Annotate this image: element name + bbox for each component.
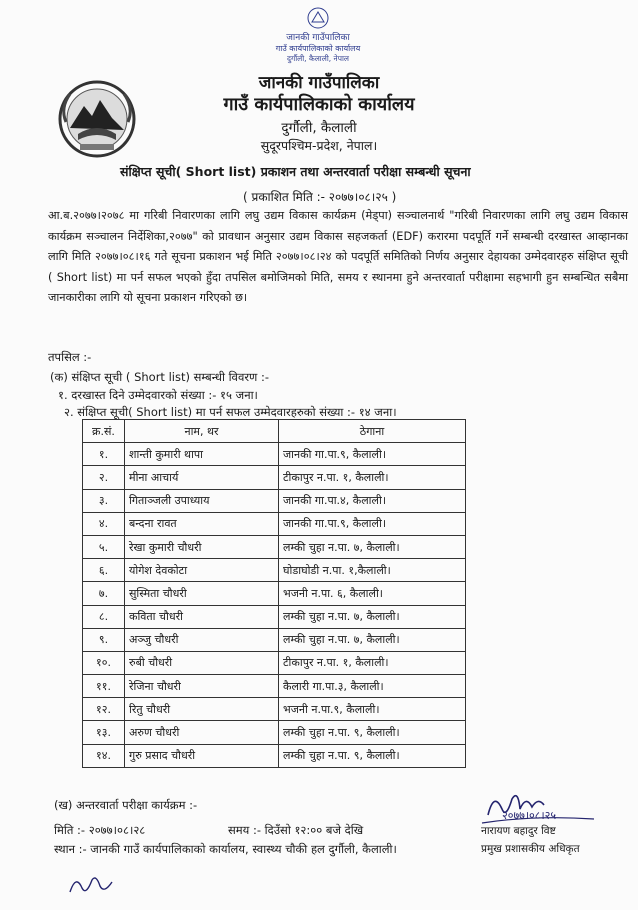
cell-serial: ६. — [83, 559, 125, 582]
table-row — [83, 605, 466, 628]
office-province: सुदूरपश्चिम-प्रदेश, नेपाल। — [260, 138, 378, 153]
section-kha-heading: (ख) अन्तरवार्ता परीक्षा कार्यक्रम :- — [54, 798, 198, 812]
shortlist-count: २. संक्षिप्त सूची( Short list) मा पर्न सफल उम्मेदवारहरुको संख्या :- १४ जना। — [64, 405, 397, 419]
cell-serial: ९. — [83, 628, 125, 651]
shortlist-table — [82, 419, 466, 768]
cell-name: बन्दना रावत — [125, 512, 279, 535]
notice-title: संक्षिप्त सूची( Short list) प्रकाशन तथा अन्तरवार्ता परीक्षा सम्बन्धी सूचना — [120, 164, 471, 179]
cell-serial: ३. — [83, 489, 125, 512]
office-name: गाउँ कार्यपालिकाको कार्यालय — [223, 94, 415, 115]
cell-serial: ४. — [83, 512, 125, 535]
cell-address: भजनी न.पा. ६, कैलाली। — [279, 582, 466, 605]
table-row — [83, 489, 466, 512]
interview-date: मिति :- २०७७।०८।२८ — [54, 823, 146, 837]
stamp-line-2: गाउँ कार्यपालिकाको कार्यालय — [275, 44, 361, 53]
cell-address: जानकी गा.पा.४, कैलाली। — [279, 489, 466, 512]
cell-serial: ११. — [83, 675, 125, 698]
signature-date: २०७७।०८।२५ — [502, 809, 557, 822]
cell-name: रुबी चौधरी — [125, 651, 279, 674]
office-seal-stamp — [262, 0, 374, 80]
cell-address: लम्की चुहा न.पा. ७, कैलाली। — [279, 628, 466, 651]
cell-address: जानकी गा.पा.९, कैलाली। — [279, 512, 466, 535]
interview-time: समय :- दिउँसो १२:०० बजे देखि — [228, 823, 364, 837]
table-row — [83, 535, 466, 558]
cell-serial: १२. — [83, 698, 125, 721]
cell-name: अरुण चौधरी — [125, 721, 279, 744]
cell-name: गिताञ्जली उपाध्याय — [125, 489, 279, 512]
cell-address: टीकापुर न.पा. १, कैलाली। — [279, 466, 466, 489]
cell-name: अञ्जु चौधरी — [125, 628, 279, 651]
table-row — [83, 744, 466, 767]
cell-serial: १०. — [83, 651, 125, 674]
officer-name: नारायण बहादुर विष्ट — [481, 825, 556, 837]
table-row — [83, 721, 466, 744]
cell-address: कैलारी गा.पा.३, कैलाली। — [279, 675, 466, 698]
tapasil-label: तपसिल :- — [48, 350, 92, 364]
stamp-line-1: जानकी गाउँपालिका — [286, 33, 350, 43]
cell-name: मीना आचार्य — [125, 466, 279, 489]
cell-address: जानकी गा.पा.९, कैलाली। — [279, 443, 466, 466]
cell-serial: ८. — [83, 605, 125, 628]
cell-name: योगेश देवकोटा — [125, 559, 279, 582]
officer-title: प्रमुख प्रशासकीय अधिकृत — [481, 843, 580, 855]
notice-paragraph: आ.ब.२०७७।२०७८ मा गरिबी निवारणका लागि लघु उद्यम विकास कार्यक्रम (मेड्पा) सञ्चालनार्थ "गरिबी निवारणका लागि लघु उद्यम विकास कार्यक्रम सञ्चालन निर्देशिका,२०७७" को प्रावधान अनुसार उद्यम विकास सहजकर्ता (EDF) करारमा पदपूर्ति गर्ने सम्बन्धी दरखास्त आव्हानका लागि मिति २०७७।०८।१६ गते सूचना प्रकाशन भई मिति २०७७।०८।२४ को पदपूर्ति समितिको निर्णय अनुसार देहायका उम्मेदवारहरु संक्षिप्त सूची ( Short list) मा पर्न सफल भएको हुँदा तपसिल बमोजिमको मिति, समय र स्थानमा हुने अन्तरवार्ता परीक्षामा सहभागी हुन सम्बन्धित सबैमा जानकारीका लागि यो सूचना प्रकाशन गरिएको छ। — [48, 209, 628, 304]
cell-name: सुस्मिता चौधरी — [125, 582, 279, 605]
table-row — [83, 466, 466, 489]
cell-address: लम्की चुहा न.पा. ७, कैलाली। — [279, 535, 466, 558]
cell-serial: १४. — [83, 744, 125, 767]
published-date: ( प्रकाशित मिति :- २०७७।०८।२५ ) — [243, 190, 397, 204]
cell-name: रेजिना चौधरी — [125, 675, 279, 698]
table-row — [83, 582, 466, 605]
header-name: नाम, थर — [125, 420, 279, 443]
interview-venue: स्थान :- जानकी गाउँ कार्यपालिकाको कार्यालय, स्वास्थ्य चौकी हल दुर्गौली, कैलाली। — [54, 842, 397, 856]
header-serial: क्र.सं. — [83, 420, 125, 443]
header-address: ठेगाना — [279, 420, 466, 443]
cell-name: रेखा कुमारी चौधरी — [125, 535, 279, 558]
office-location: दुर्गौली, कैलाली — [281, 120, 357, 136]
cell-serial: १. — [83, 443, 125, 466]
cell-name: गुरु प्रसाद चौधरी — [125, 744, 279, 767]
section-ka-heading: (क) संक्षिप्त सूची ( Short list) सम्बन्धी विवरण :- — [50, 370, 270, 384]
cell-serial: २. — [83, 466, 125, 489]
cell-name: रितु चौधरी — [125, 698, 279, 721]
table-row — [83, 559, 466, 582]
cell-address: लम्की चुहा न.पा. ९, कैलाली। — [279, 721, 466, 744]
municipality-name: जानकी गाउँपालिका — [258, 73, 380, 93]
table-row — [83, 651, 466, 674]
table-row — [83, 512, 466, 535]
cell-address: टीकापुर न.पा. १, कैलाली। — [279, 651, 466, 674]
applicant-count: १. दरखास्त दिने उम्मेदवारको संख्या :- १५ जना। — [58, 388, 258, 402]
table-row — [83, 698, 466, 721]
cell-name: कविता चौधरी — [125, 605, 279, 628]
table-row — [83, 628, 466, 651]
cell-name: शान्ती कुमारी थापा — [125, 443, 279, 466]
cell-address: लम्की चुहा न.पा. ९, कैलाली। — [279, 744, 466, 767]
cell-address: भजनी न.पा.९, कैलाली। — [279, 698, 466, 721]
initial-signature — [66, 870, 116, 900]
table-row — [83, 443, 466, 466]
cell-serial: ५. — [83, 535, 125, 558]
stamp-line-3: दुर्गौली, कैलाली, नेपाल — [287, 54, 349, 63]
cell-address: घोडाघोडी न.पा. १,कैलाली। — [279, 559, 466, 582]
table-row — [83, 675, 466, 698]
cell-address: लम्की चुहा न.पा. ७, कैलाली। — [279, 605, 466, 628]
cell-serial: १३. — [83, 721, 125, 744]
table-header-row — [83, 420, 466, 443]
cell-serial: ७. — [83, 582, 125, 605]
